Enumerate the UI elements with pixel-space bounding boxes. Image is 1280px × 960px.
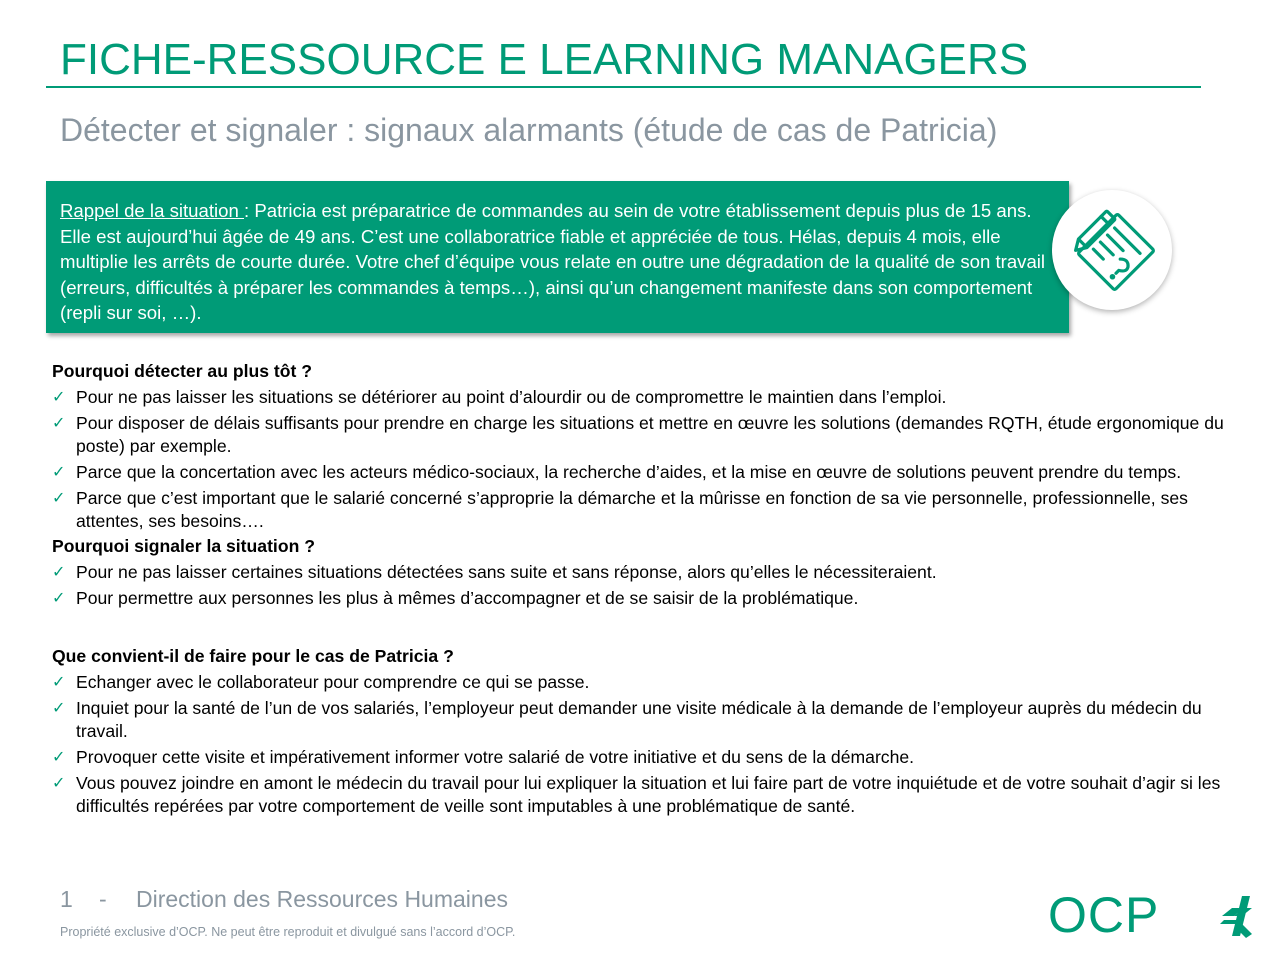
situation-recall-box xyxy=(46,181,1069,333)
page-title: FICHE-RESSOURCE E LEARNING MANAGERS xyxy=(60,35,1029,84)
situation-recall-lead: Rappel de la situation xyxy=(60,200,244,221)
list-item: ✓ Echanger avec le collaborateur pour comprendre ce qui se passe. xyxy=(52,672,590,692)
list-item: ✓ Provoquer cette visite et impérativement informer votre salarié de votre initiative et du sens de la démarche. xyxy=(52,747,915,767)
check-icon: ✓ xyxy=(52,590,66,607)
check-icon: ✓ xyxy=(52,389,66,406)
check-icon: ✓ xyxy=(52,749,66,766)
list-item: ✓ Pour permettre aux personnes les plus à mêmes d’accompagner et de se saisir de la problématique. xyxy=(52,588,859,608)
ocp-logo-text: OCP xyxy=(1048,888,1160,940)
footer-department: Direction des Ressources Humaines xyxy=(136,886,508,912)
check-icon: ✓ xyxy=(52,700,66,717)
section-heading-signal: Pourquoi signaler la situation ? xyxy=(52,536,315,556)
page-number: 1 xyxy=(60,886,73,912)
list-item: ✓ Pour ne pas laisser les situations se détériorer au point d’alourdir ou de compromettre le maintien dans l’emploi. xyxy=(52,387,947,407)
footer-copyright-note: Propriété exclusive d’OCP. Ne peut être reproduit et divulgué sans l’accord d’OCP. xyxy=(60,925,516,939)
list-item: ✓ Pour disposer de délais suffisants pour prendre en charge les situations et mettre en œuvre les solutions (demandes RQTH, étude ergonomique du poste) par exemple. xyxy=(52,413,1224,456)
list-item: ✓ Inquiet pour la santé de l’un de vos salariés, l’employeur peut demander une visite médicale à la demande de l’employeur auprès du médecin du travail. xyxy=(52,698,1202,741)
section-list-detect xyxy=(52,386,1232,533)
section-list-action xyxy=(52,671,1232,818)
footer-separator: - xyxy=(99,886,107,912)
list-item: ✓ Vous pouvez joindre en amont le médecin du travail pour lui expliquer la situation et lui faire part de votre inquiétude et de votre souhait d’agir si les difficultés repérées par votre comportement de veille sont imputables à une problématique de santé. xyxy=(52,773,1221,816)
list-item: ✓ Parce que c’est important que le salarié concerné s’approprie la démarche et la mûrisse en fonction de sa vie personnelle, professionnelle, ses attentes, ses besoins…. xyxy=(52,488,1188,531)
section-spacer xyxy=(52,611,1232,644)
check-icon: ✓ xyxy=(52,564,66,581)
list-item: ✓ Parce que la concertation avec les acteurs médico-sociaux, la recherche d’aides, et la mise en œuvre de solutions peuvent prendre du temps. xyxy=(52,462,1182,482)
situation-recall-text: : Patricia est préparatrice de commandes au sein de votre établissement depuis plus de 15 ans. Elle est aujourd’hui âgée de 49 ans. C’est une collaboratrice fiable et appréciée de tous. Hélas, depuis 4 mois, elle multiplie les arrêts de courte durée. Votre chef d’équipe vous relate en outre une dégradation de la qualité de son travail (erreurs, difficultés à préparer les commandes à temps…), ainsi qu’un changement manifeste dans son comportement (repli sur soi, …). xyxy=(60,200,1046,324)
check-icon: ✓ xyxy=(52,775,66,792)
check-icon: ✓ xyxy=(52,674,66,691)
ocp-cross-logo-icon xyxy=(1220,896,1252,938)
check-icon: ✓ xyxy=(52,415,66,432)
ocp-logo xyxy=(1046,888,1256,940)
check-icon: ✓ xyxy=(52,464,66,481)
checklist-pen-icon xyxy=(1052,190,1172,310)
check-icon: ✓ xyxy=(52,490,66,507)
title-divider xyxy=(46,86,1201,88)
page-subtitle: Détecter et signaler : signaux alarmants (étude de cas de Patricia) xyxy=(60,112,998,148)
section-heading-action: Que convient-il de faire pour le cas de Patricia ? xyxy=(52,646,454,666)
list-item: ✓ Pour ne pas laisser certaines situations détectées sans suite et sans réponse, alors qu’elles le nécessiteraient. xyxy=(52,562,937,582)
section-list-signal xyxy=(52,561,1232,610)
main-content xyxy=(52,359,1232,819)
section-heading-detect: Pourquoi détecter au plus tôt ? xyxy=(52,361,313,381)
